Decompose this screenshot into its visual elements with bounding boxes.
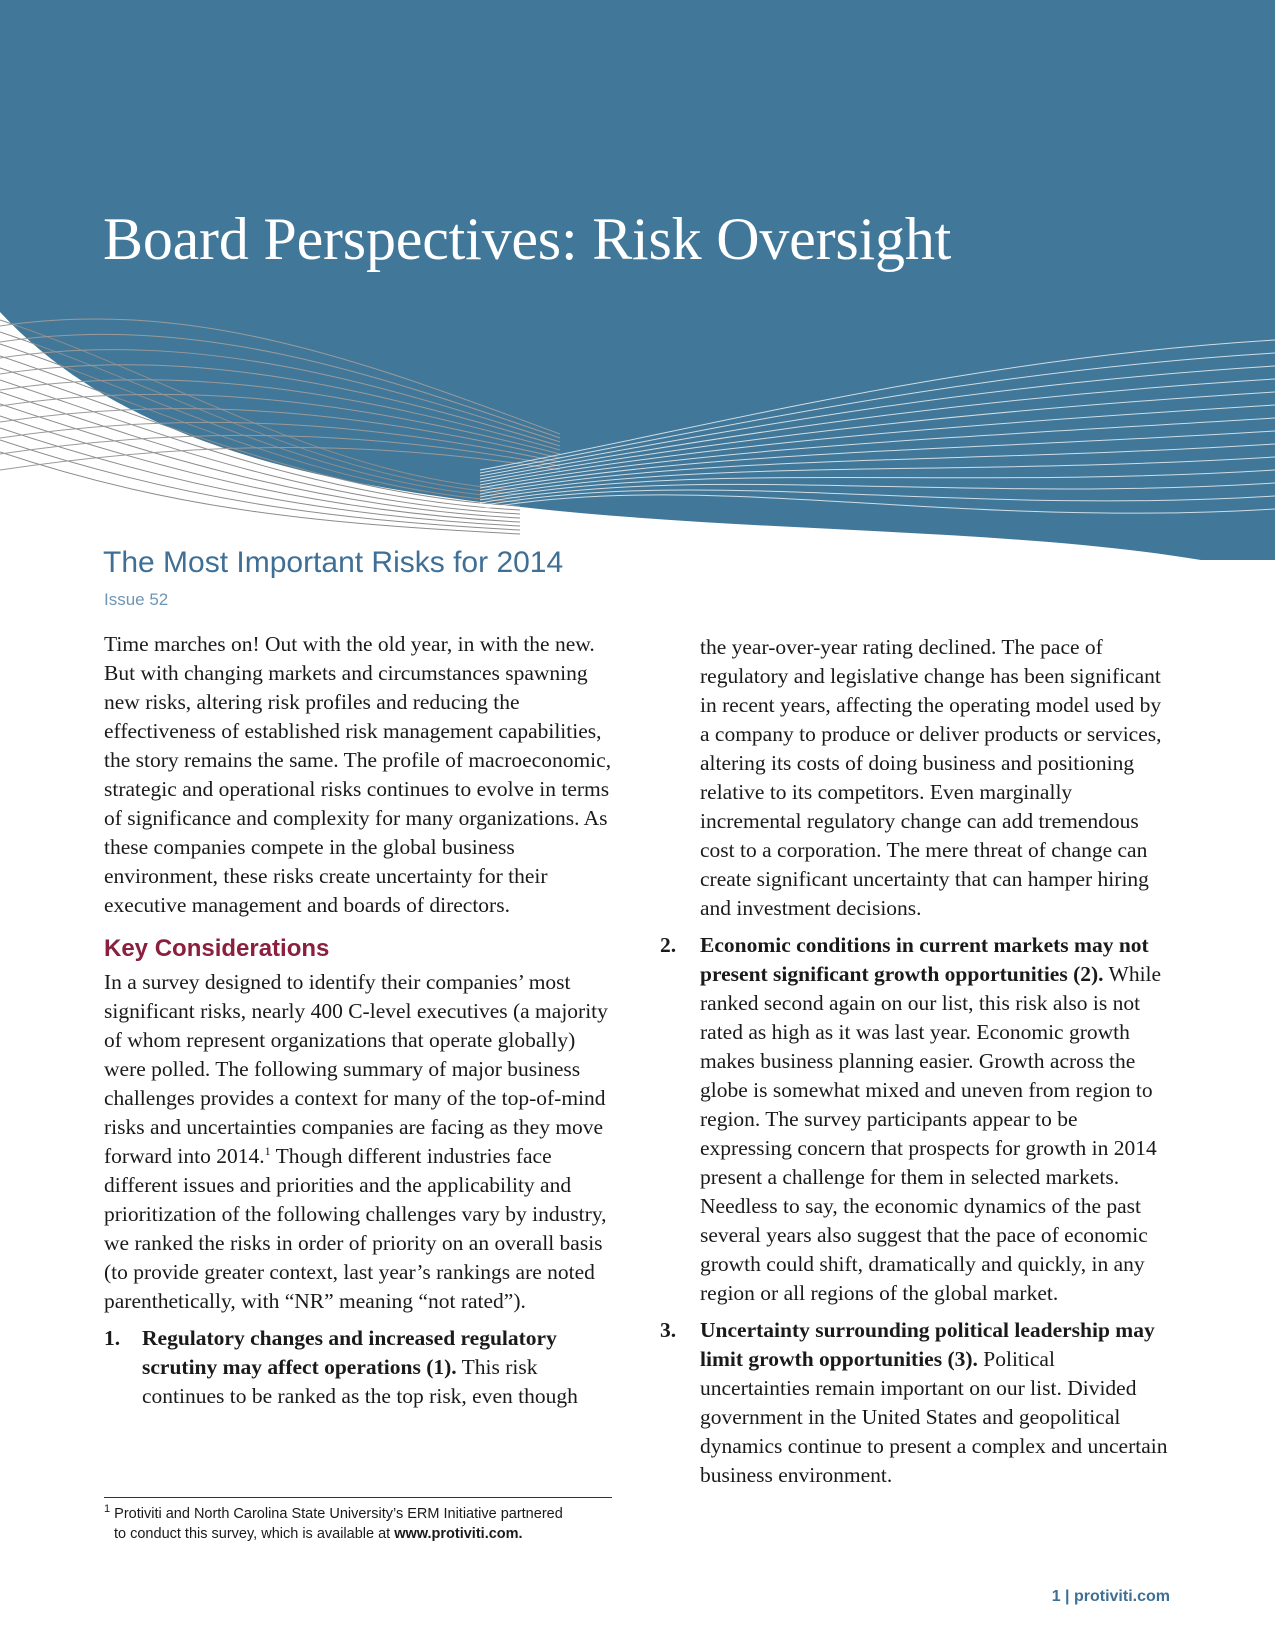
- footnote-divider: [104, 1497, 612, 1498]
- risk-item-body: This risk continues to be ranked as the top risk, even though: [142, 1355, 578, 1408]
- footer-site-link[interactable]: protiviti.com: [1073, 1588, 1170, 1605]
- risk-item-1-continued: the year-over-year rating declined. The pace of regulatory and legislative change has been significant in recent years, affecting the operating model used by a company to produce or deliver products or services, altering its costs of doing business and positioning relative to its competitors. Even marginally incremental regulatory change can add tremendous cost to a corporation. The mere threat of change can create significant uncertainty that can hamper hiring and investment decisions.: [700, 635, 1162, 920]
- paragraph-text: Though different industries face different issues and priorities and the applicability and prioritization of the following challenges vary by industry, we ranked the risks in order of priority on an overall basis (to provide greater context, last year’s rankings are noted parenthetically, with “NR” meaning “not rated”).: [104, 1144, 607, 1313]
- footnote-text: to conduct this survey, which is available at: [114, 1526, 395, 1542]
- page-subtitle: The Most Important Risks for 2014: [103, 546, 564, 579]
- left-column: [104, 630, 614, 1411]
- risk-item-number: 2.: [660, 933, 677, 957]
- footnote-text-line-2: [104, 1524, 624, 1544]
- footnote-text: Protiviti and North Carolina State University’s ERM Initiative partnered: [114, 1506, 563, 1522]
- risk-item-number: 1.: [104, 1326, 121, 1350]
- issue-number: Issue 52: [104, 590, 169, 609]
- footnote-number: 1: [104, 1503, 111, 1516]
- intro-paragraph: Time marches on! Out with the old year, in with the new. But with changing markets and circumstances spawning new risks, altering risk profiles and reducing the effectiveness of established risk management capabilities, the story remains the same. The profile of macroeconomic, strategic and operational risks continues to evolve in terms of significance and complexity for many organizations. As these companies compete in the global business environment, these risks create uncertainty for their executive management and boards of directors.: [104, 632, 612, 917]
- page-number: 1: [1051, 1588, 1061, 1605]
- risk-item-1: [104, 1324, 614, 1411]
- key-considerations-paragraph: [104, 968, 614, 1316]
- risk-item-body: Political uncertainties remain important on our list. Divided government in the United States and geopolitical dynamics continue to present a complex and uncertain business environment.: [700, 1347, 1168, 1487]
- footer-separator: |: [1065, 1588, 1070, 1605]
- footnote-link[interactable]: www.protiviti.com.: [394, 1526, 523, 1542]
- risk-item-heading: Uncertainty surrounding political leadership may limit growth opportunities (3).: [700, 1318, 1155, 1371]
- section-heading: Key Considerations: [104, 935, 330, 962]
- risk-item-heading: Economic conditions in current markets may not present significant growth opportunities (2).: [700, 933, 1149, 986]
- footnote-reference: 1: [264, 1143, 271, 1158]
- risk-item-heading: Regulatory changes and increased regulatory scrutiny may affect operations (1).: [142, 1326, 557, 1379]
- risk-item-number: 3.: [660, 1318, 677, 1342]
- header-wave-graphic: [0, 0, 1275, 560]
- risk-item-body: While ranked second again on our list, this risk also is not rated as high as it was last year. Economic growth makes business planning easier. Growth across the globe is somewhat mixed and uneven from region to region. The survey participants appear to be expressing concern that prospects for growth in 2014 present a challenge for them in selected markets. Needless to say, the economic dynamics of the past several years also suggest that the pace of economic growth could shift, dramatically and quickly, in any region or all regions of the global market.: [700, 962, 1162, 1305]
- document-title: Board Perspectives: Risk Oversight: [103, 206, 952, 272]
- page-footer: [1052, 1588, 1170, 1606]
- header-background: [0, 0, 1275, 560]
- risk-item-2: [660, 931, 1170, 1308]
- right-column: [660, 633, 1170, 1490]
- risk-item-3: [660, 1316, 1170, 1490]
- header-band: [0, 0, 1275, 560]
- paragraph-text: In a survey designed to identify their companies’ most significant risks, nearly 400 C-level executives (a majority of whom represent organizations that operate globally) were polled. The following summary of major business challenges provides a context for many of the top-of-mind risks and uncertainties companies are facing as they move forward into 2014.: [104, 970, 608, 1168]
- footnote: [104, 1504, 624, 1544]
